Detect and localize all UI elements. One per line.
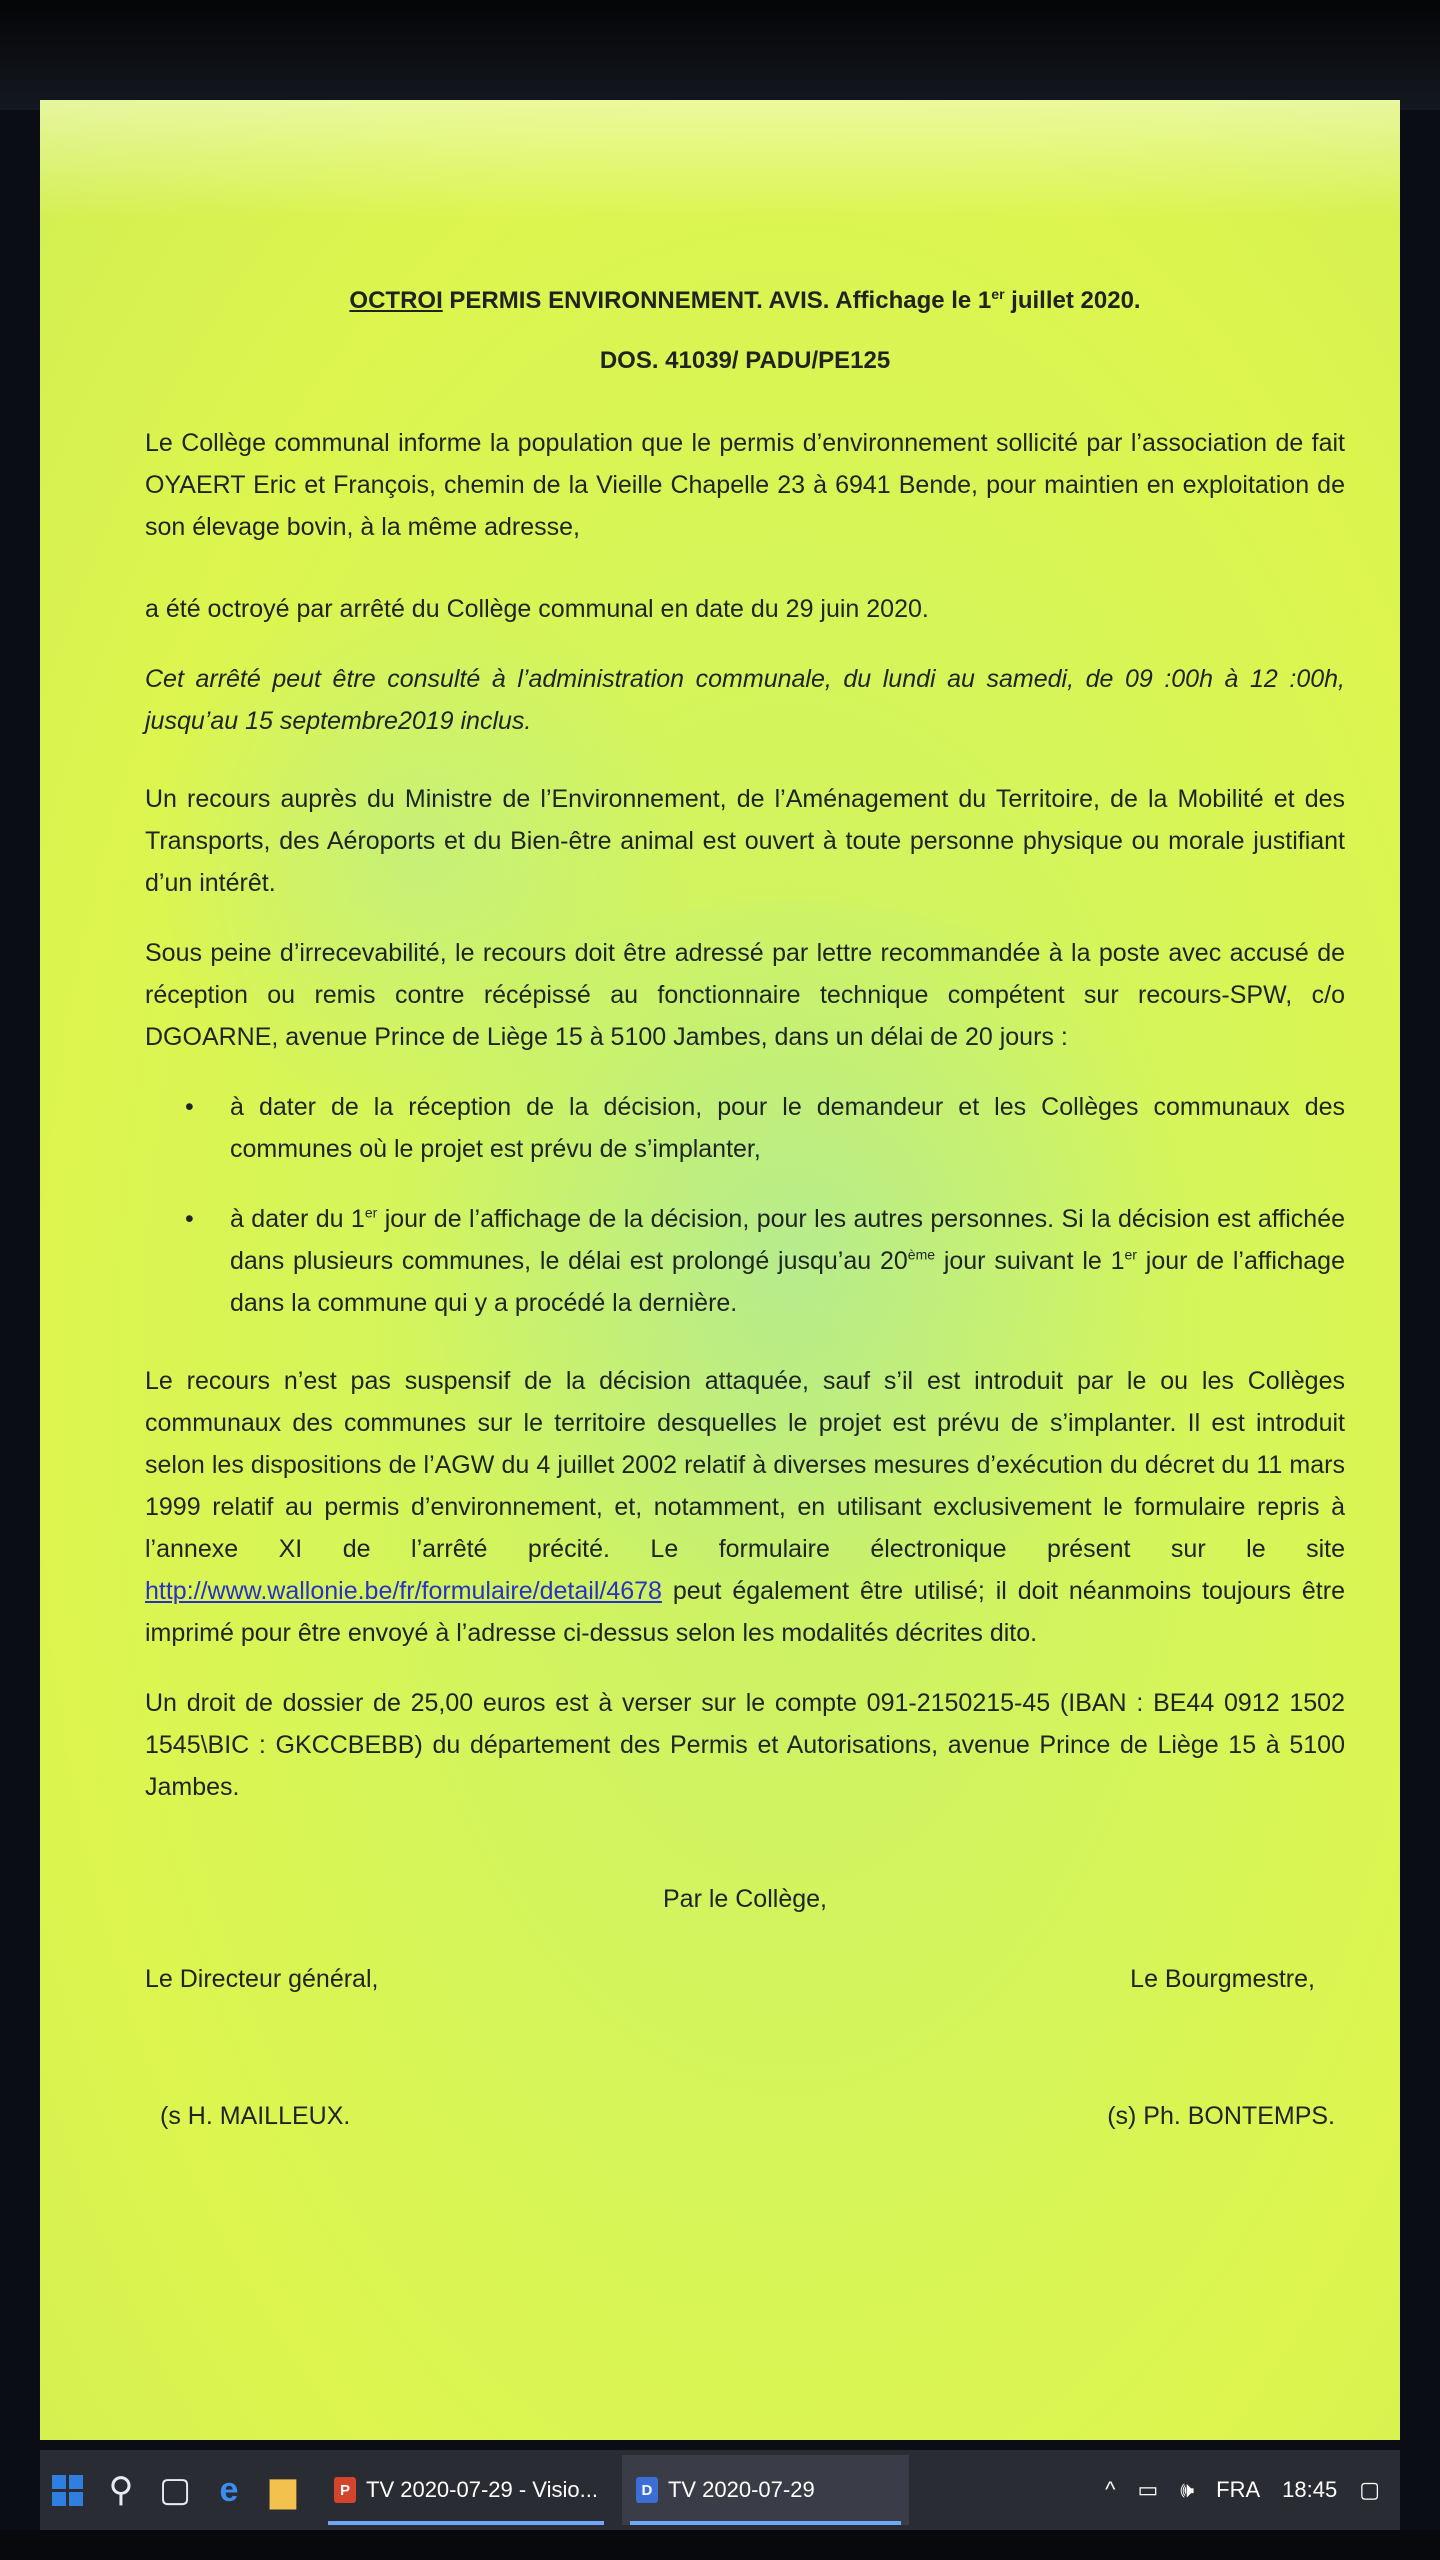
signature-names [145,2095,1345,2137]
bottom-bezel [0,2530,1440,2560]
bullet-icon: • [185,1205,194,1233]
signature-right-name: (s) Ph. BONTEMPS. [1107,2102,1335,2130]
paragraph-suspensive: Le recours n’est pas suspensif de la décision attaquée, sauf s’il est introduit par le ou les Collèges communaux des communes sur le territoire desquelles le projet est prévu de s’implanter. Il est introduit selon les dispositions de l’AGW du 4 juillet 2002 relatif à diverses mesures d’exécution du décret du 11 mars 1999 relatif au permis d’environnement, et, notamment, en utilisant exclusivement le formulaire repris à l’annexe XI de l’arrêté précité. Le formulaire électronique présent sur le site http://www.wallonie.be/fr/formulaire/detail/4678 peut également être utilisé; il doit néanmoins toujours être imprimé pour être envoyé à l’adresse ci-dessus selon les modalités décrites dito. [145,1367,1345,1647]
document-window [40,100,1400,2440]
volume-icon[interactable]: 🕪 [1180,2477,1195,2502]
clock[interactable]: 18:45 [1282,2477,1338,2502]
paragraph-appeal: Un recours auprès du Ministre de l’Environnement, de l’Aménagement du Territoire, de la Mobilité et des Transports, des Aéroports et du Bien-être animal est ouvert à toute personne physique ou morale justifiant d’un intérêt. [145,785,1345,897]
taskbar-app-label: TV 2020-07-29 - Visio... [366,2477,598,2502]
chevron-up-icon[interactable]: ^ [1105,2477,1116,2502]
form-link[interactable]: http://www.wallonie.be/fr/formulaire/detail/4678 [145,1577,662,1605]
app-badge-icon: D [636,2477,658,2503]
taskbar-app-label: TV 2020-07-29 [667,2477,815,2502]
signature-college: Par le Collège, [663,1885,827,1913]
taskbar-app-document[interactable] [622,2455,909,2525]
list-item: • à dater de la réception de la décision, pour le demandeur et les Collèges communaux des communes où le projet est prévu de s’implanter, [185,1086,1345,1170]
list-item: • à dater du 1er jour de l’affichage de la décision, pour les autres personnes. Si la décision est affichée dans plusieurs communes, le délai est prolongé jusqu’au 20ème jour suivant le 1er jour de l’affichage dans la commune qui y a procédé la dernière. [185,1198,1345,1324]
taskbar [40,2450,1400,2530]
edge-icon[interactable]: e [219,2470,239,2509]
paragraph-fee: Un droit de dossier de 25,00 euros est à verser sur le compte 091-2150215-45 (IBAN : BE44 0912 1502 1545\BIC : GKCCBEBB) du département des Permis et Autorisations, avenue Prince de Liège 15 à 5100 Jambes. [145,1689,1345,1801]
dossier-number: DOS. 41039/ PADU/PE125 [599,347,891,374]
paragraph-decision: a été octroyé par arrêté du Collège communal en date du 29 juin 2020. [145,595,929,623]
signature-left-name: (s H. MAILLEUX. [160,2102,351,2130]
signature-left-title: Le Directeur général, [145,1965,379,1993]
taskbar-app-visio[interactable] [320,2455,612,2525]
app-badge-icon: P [334,2477,356,2503]
page-title: OCTROI PERMIS ENVIRONNEMENT. AVIS. Affichage le 1er juillet 2020. [349,286,1141,314]
paragraph-consultation: Cet arrêté peut être consulté à l’administration communale, du lundi au samedi, de 09 :00h à 12 :00h, jusqu’au 15 septembre2019 inclus. [145,665,1345,735]
notification-icon[interactable]: ▢ [1359,2477,1380,2502]
paragraph-appeal-procedure: Sous peine d’irrecevabilité, le recours doit être adressé par lettre recommandée à la poste avec accusé de réception ou remis contre récépissé au fonctionnaire technique compétent sur recours-SPW, c/o DGOARNE, avenue Prince de Liège 15 à 5100 Jambes, dans un délai de 20 jours : [145,939,1345,1051]
windows-start-icon[interactable] [40,2455,94,2525]
paragraph-intro: Le Collège communal informe la population que le permis d’environnement sollicité par l’association de fait OYAERT Eric et François, chemin de la Vieille Chapelle 23 à 6941 Bende, pour maintien en exploitation de son élevage bovin, à la même adresse, [145,429,1345,541]
screen-glare [40,100,1400,220]
bullet-icon: • [185,1093,194,1121]
battery-icon[interactable]: ▭ [1137,2477,1159,2502]
language-indicator[interactable]: FRA [1216,2477,1261,2502]
folder-icon[interactable]: ▆ [269,2471,297,2509]
appeal-deadline-list [145,1086,1345,1324]
document-body [145,280,1345,2137]
task-view-icon[interactable]: ▢ [158,2471,192,2509]
signature-right-title: Le Bourgmestre, [1130,1965,1315,1993]
system-tray [1105,2477,1400,2503]
signature-titles [145,1958,1345,2000]
search-icon[interactable]: ⚲ [108,2471,134,2509]
top-bezel [0,0,1440,110]
